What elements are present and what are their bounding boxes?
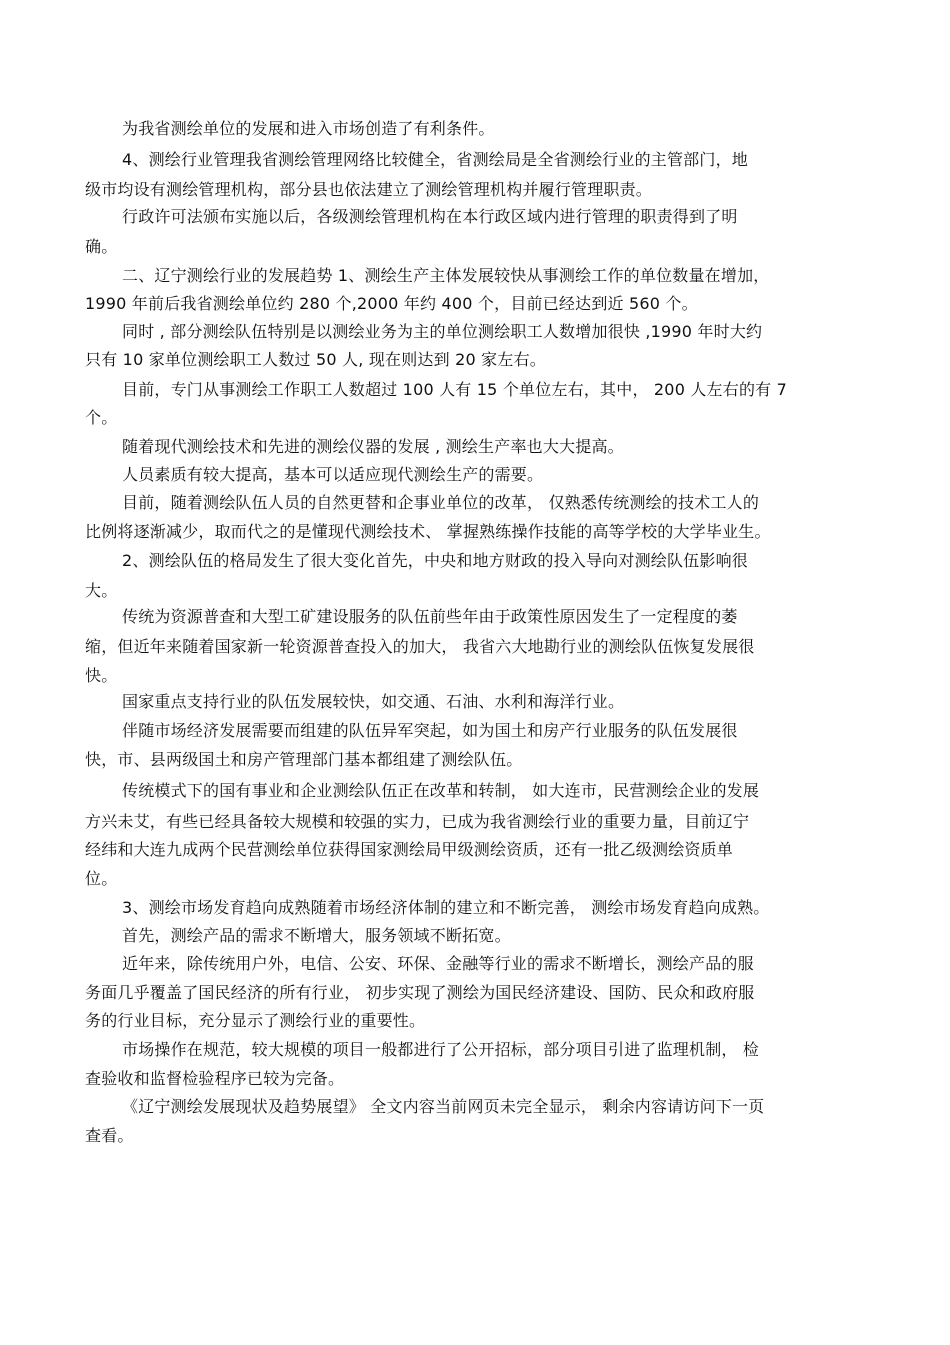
text-line: 个。 (85, 408, 118, 427)
text-line: 随着现代测绘技术和先进的测绘仪器的发展 , 测绘生产率也大大提高。 (122, 437, 624, 456)
text-line: 《辽宁测绘发展现状及趋势展望》 全文内容当前网页未完全显示， 剩余内容请访问下一页 (122, 1097, 765, 1116)
text-line: 近年来，除传统用户外，电信、公安、环保、金融等行业的需求不断增长，测绘产品的服 (122, 954, 754, 973)
text-line: 务的行业目标，充分显示了测绘行业的重要性。 (85, 1011, 426, 1030)
text-line: 伴随市场经济发展需要而组建的队伍异军突起，如为国土和房产行业服务的队伍发展很 (122, 721, 738, 740)
text-line: 方兴未艾，有些已经具备较大规模和较强的实力，已成为我省测绘行业的重要力量，目前辽宁 (85, 812, 750, 831)
text-line: 二、辽宁测绘行业的发展趋势 1、测绘生产主体发展较快从事测绘工作的单位数量在增加， (122, 266, 770, 285)
text-line: 目前，随着测绘队伍人员的自然更替和企事业单位的改革， 仅熟悉传统测绘的技术工人的 (122, 493, 760, 512)
text-line: 位。 (85, 869, 118, 888)
text-line: 市场操作在规范，较大规模的项目一般都进行了公开招标，部分项目引进了监理机制， 检 (122, 1040, 760, 1059)
text-line: 快。 (85, 666, 118, 685)
text-line: 为我省测绘单位的发展和进入市场创造了有利条件。 (122, 119, 495, 138)
text-line: 首先，测绘产品的需求不断增大，服务领域不断拓宽。 (122, 926, 511, 945)
text-line: 目前，专门从事测绘工作职工人数超过 100 人有 15 个单位左右，其中， 200 人左右的有 7 (122, 380, 788, 399)
text-line: 查验收和监督检验程序已较为完备。 (85, 1069, 345, 1088)
text-line: 人员素质有较大提高，基本可以适应现代测绘生产的需要。 (122, 465, 544, 484)
text-line: 确。 (85, 237, 118, 256)
text-line: 经纬和大连九成两个民营测绘单位获得国家测绘局甲级测绘资质，还有一批乙级测绘资质单 (85, 840, 734, 859)
text-line: 国家重点支持行业的队伍发展较快，如交通、石油、水利和海洋行业。 (122, 692, 625, 711)
text-line: 4、测绘行业管理我省测绘管理网络比较健全，省测绘局是全省测绘行业的主管部门，地 (122, 150, 748, 169)
text-line: 只有 10 家单位测绘职工人数过 50 人, 现在则达到 20 家左右。 (85, 350, 546, 369)
text-line: 传统为资源普查和大型工矿建设服务的队伍前些年由于政策性原因发生了一定程度的萎 (122, 607, 738, 626)
text-line: 级市均设有测绘管理机构，部分县也依法建立了测绘管理机构并履行管理职责。 (85, 180, 653, 199)
text-line: 行政许可法颁布实施以后，各级测绘管理机构在本行政区域内进行管理的职责得到了明 (122, 207, 738, 226)
text-line: 2、测绘队伍的格局发生了很大变化首先，中央和地方财政的投入导向对测绘队伍影响很 (122, 551, 748, 570)
text-line: 快，市、县两级国土和房产管理部门基本都组建了测绘队伍。 (85, 750, 523, 769)
text-line: 查看。 (85, 1126, 134, 1145)
text-line: 务面几乎覆盖了国民经济的所有行业， 初步实现了测绘为国民经济建设、国防、民众和政府服 (85, 983, 755, 1002)
text-line: 缩，但近年来随着国家新一轮资源普查投入的加大， 我省六大地勘行业的测绘队伍恢复发展很 (85, 637, 755, 656)
text-line: 比例将逐渐减少，取而代之的是懂现代测绘技术、 掌握熟练操作技能的高等学校的大学毕业生。 (85, 522, 771, 541)
text-line: 1990 年前后我省测绘单位约 280 个,2000 年约 400 个，目前已经达到近 560 个。 (85, 294, 698, 313)
text-line: 同时 , 部分测绘队伍特别是以测绘业务为主的单位测绘职工人数增加很快 ,1990 年时大约 (122, 322, 763, 341)
text-line: 大。 (85, 581, 118, 600)
text-line: 3、测绘市场发育趋向成熟随着市场经济体制的建立和不断完善， 测绘市场发育趋向成熟。 (122, 898, 770, 917)
text-line: 传统模式下的国有事业和企业测绘队伍正在改革和转制， 如大连市，民营测绘企业的发展 (122, 781, 760, 800)
